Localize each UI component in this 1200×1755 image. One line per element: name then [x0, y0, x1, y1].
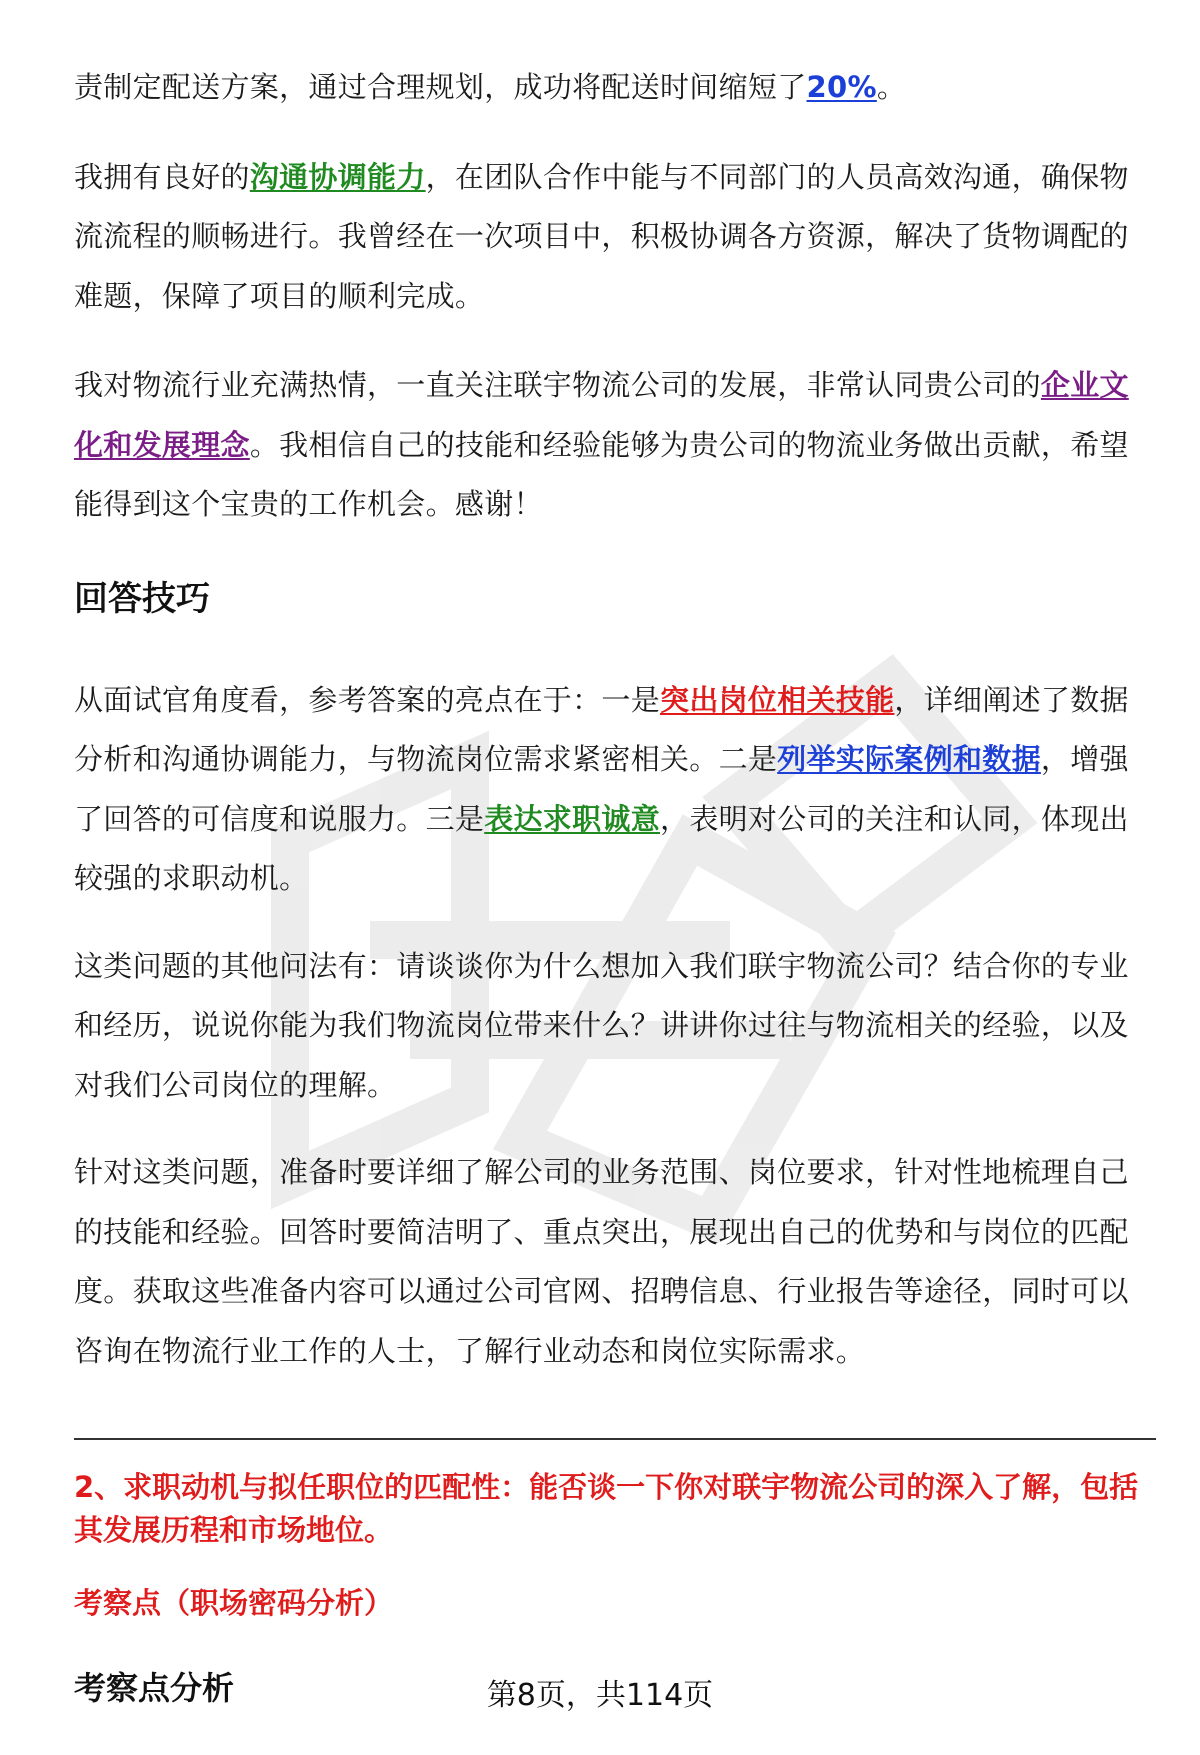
main-content — [74, 58, 1148, 1381]
text-span: 。 — [876, 70, 907, 104]
text-span: ，表明对公司的关注和认同，体现出较强的求职动机。 — [74, 801, 1129, 895]
text-span: 从面试官角度看，参考答案的亮点在于：一是 — [74, 682, 661, 717]
text-span: 我对物流行业充满热情，一直关注联宇物流公司的发展，非常认同贵公司的 — [74, 368, 1041, 402]
answer-paragraph-2 — [74, 148, 1148, 327]
answer-paragraph-1 — [74, 58, 1148, 118]
tips-paragraph-1 — [74, 671, 1148, 909]
text-span: ，详细阐述了数据分析和沟通协调能力，与物流岗位需求紧密相关。二是 — [74, 682, 1129, 776]
text-span: ，在团队合作中能与不同部门的人员高效沟通，确保物流流程的顺畅进行。我曾经在一次项目中，积极协调各方资源，解决了货物调配的难题，保障了项目的顺利完成。 — [74, 159, 1129, 313]
text-span: 责制定配送方案，通过合理规划，成功将配送时间缩短了 — [74, 70, 807, 104]
answer-paragraph-3 — [74, 356, 1148, 535]
tips-paragraph-2: 这类问题的其他问法有：请谈谈你为什么想加入我们联宇物流公司？结合你的专业和经历，说说你能为我们物流岗位带来什么？讲讲你过往与物流相关的经验，以及对我们公司岗位的理解。 — [74, 948, 1129, 1102]
text-span: ，增强了回答的可信度和说服力。三是 — [74, 742, 1129, 836]
page-footer: 第8页，共114页 — [486, 1678, 714, 1713]
next-heading-partial: 考察点分析 — [74, 1669, 235, 1707]
question-2: 2、求职动机与拟任职位的匹配性：能否谈一下你对联宇物流公司的深入了解，包括其发展历程和市场地位。 — [74, 1470, 1139, 1547]
tips-paragraph-3: 针对这类问题，准备时要详细了解公司的业务范围、岗位要求，针对性地梳理自己的技能和经验。回答时要简洁明了、重点突出，展现出自己的优势和与岗位的匹配度。获取这些准备内容可以通过公司官网、招聘信息、行业报告等途径，同时可以咨询在物流行业工作的人士，了解行业动态和岗位实际需求。 — [74, 1155, 1129, 1368]
highlight-percentage: 20% — [806, 70, 877, 104]
highlight-communication-skill: 沟通协调能力 — [249, 159, 426, 194]
section-title-answer-tips: 回答技巧 — [74, 578, 210, 619]
highlight-cases-data: 列举实际案例和数据 — [777, 742, 1041, 776]
highlight-corporate-culture: 企业文化和发展理念 — [74, 368, 1129, 462]
exam-point-label: 考察点（职场密码分析） — [74, 1586, 394, 1620]
text-span: 。我相信自己的技能和经验能够为贵公司的物流业务做出贡献，希望能得到这个宝贵的工作机会。感谢！ — [74, 427, 1129, 521]
section-divider — [74, 1438, 1156, 1440]
text-span: 我拥有良好的 — [74, 159, 250, 194]
highlight-sincerity: 表达求职诚意 — [484, 801, 661, 836]
highlight-job-skills: 突出岗位相关技能 — [660, 682, 895, 717]
